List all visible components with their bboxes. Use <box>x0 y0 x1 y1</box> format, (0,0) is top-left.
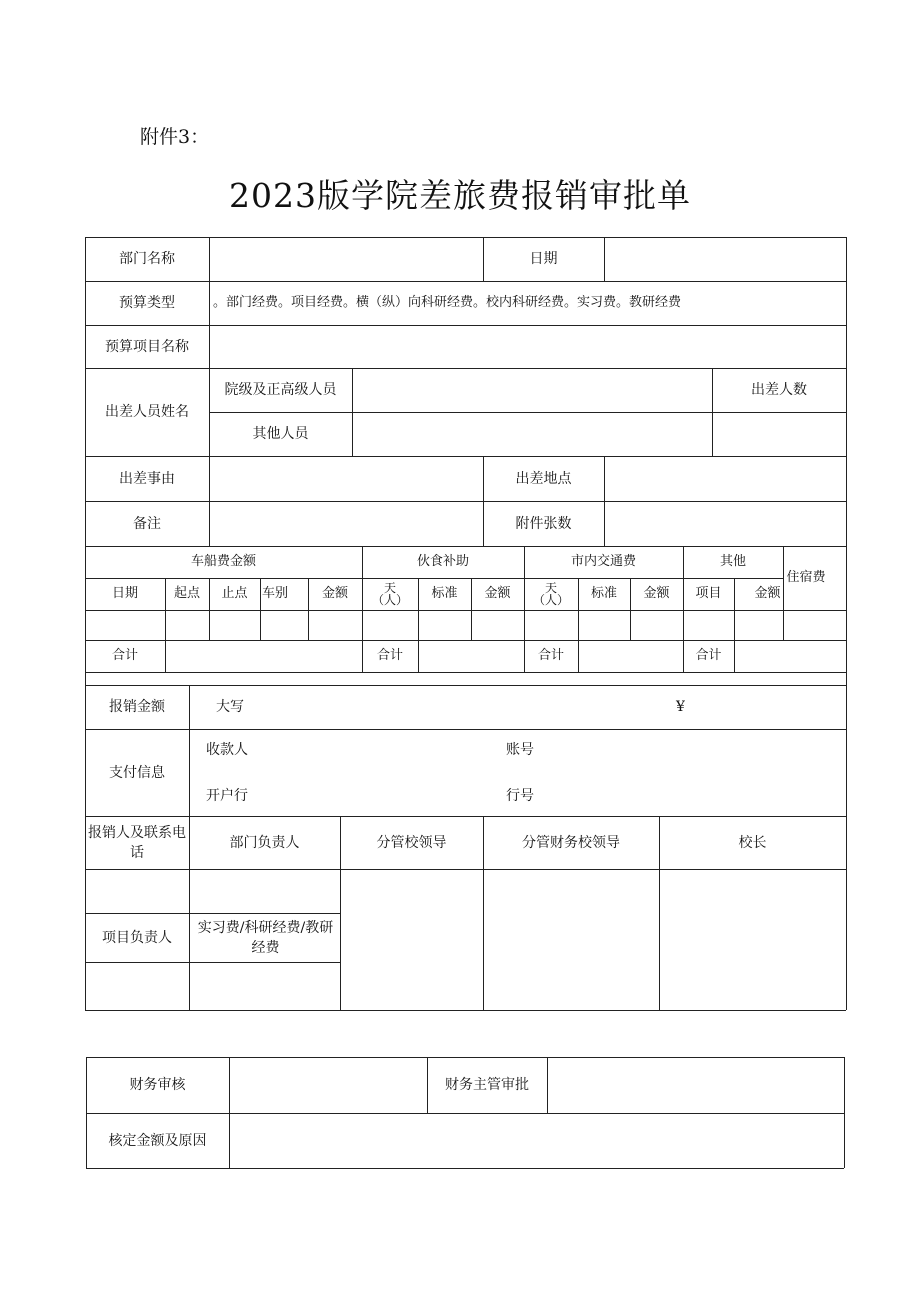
col-date: 日期 <box>111 586 138 601</box>
remark-label: 备注 <box>133 515 161 532</box>
dept-head-label: 部门负责人 <box>229 834 300 851</box>
vp-in-charge-label: 分管校领导 <box>376 834 447 851</box>
finance-vp-sign-field[interactable] <box>484 870 658 1009</box>
date-label: 日期 <box>529 251 558 267</box>
col-transport-days: 天（人） <box>532 581 569 607</box>
date-field[interactable] <box>605 238 845 280</box>
traveler-name-label: 出差人员姓名 <box>105 404 189 420</box>
other-staff-label: 其他人员 <box>252 426 309 442</box>
payment-info-label: 支付信息 <box>109 764 165 781</box>
vp-in-charge-sign-field[interactable] <box>341 870 482 1009</box>
bank-code-label: 行号 <box>506 788 534 804</box>
approved-amount-field[interactable] <box>230 1114 843 1167</box>
trip-location-field[interactable] <box>605 457 845 500</box>
president-sign-field[interactable] <box>660 870 845 1009</box>
dept-head-sign-field[interactable] <box>190 870 339 912</box>
dept-name-field[interactable] <box>210 238 482 280</box>
president-label: 校长 <box>738 834 767 851</box>
project-lead-sign-field[interactable] <box>86 963 188 1009</box>
col-transport-amount: 金额 <box>643 586 670 601</box>
col-other-item: 项目 <box>695 586 722 601</box>
capital-amount-label: 大写 <box>216 699 244 715</box>
col-end: 止点 <box>221 586 248 601</box>
budget-project-label: 预算项目名称 <box>105 338 189 355</box>
budget-project-field[interactable] <box>210 326 845 367</box>
claimant-label: 报销人及联系电话 <box>88 824 186 861</box>
reimburse-amount-label: 报销金额 <box>109 699 165 715</box>
attachment-count-field[interactable] <box>605 502 845 545</box>
col-meal-days: 天（人） <box>371 581 408 607</box>
attachment-count-label: 附件张数 <box>515 515 572 532</box>
local-transport-group-header: 市内交通费 <box>570 554 636 569</box>
col-fare-amount: 金额 <box>321 586 348 601</box>
meal-total-label: 合计 <box>376 648 403 663</box>
practice-fund-label: 实习费/科研经费/教研经费 <box>197 919 334 956</box>
col-start: 起点 <box>173 586 200 601</box>
col-meal-amount: 金额 <box>484 586 511 601</box>
claimant-sign-field[interactable] <box>86 870 188 912</box>
yen-symbol: ¥ <box>676 699 685 715</box>
col-transport-standard: 标准 <box>590 586 617 601</box>
finance-vp-label: 分管财务校领导 <box>522 834 620 851</box>
other-group-header: 其他 <box>719 554 746 569</box>
payee-label: 收款人 <box>206 742 248 758</box>
other-total-label: 合计 <box>695 648 722 663</box>
budget-type-options[interactable]: 。部门经费。项目经费。横（纵）向科研经费。校内科研经费。实习费。教研经费 <box>213 295 682 310</box>
finance-audit-label: 财务审核 <box>129 1077 186 1093</box>
lodging-header: 住宿费 <box>786 570 826 585</box>
bank-label: 开户行 <box>206 788 248 804</box>
remark-field[interactable] <box>210 502 482 545</box>
approved-amount-label: 核定金额及原因 <box>108 1132 207 1149</box>
project-lead-label: 项目负责人 <box>102 929 172 946</box>
budget-type-label: 预算类型 <box>119 295 175 311</box>
trip-reason-field[interactable] <box>210 457 482 500</box>
other-staff-field[interactable] <box>353 413 711 455</box>
attachment-label: 附件3： <box>140 126 210 148</box>
col-vehicle: 车别 <box>261 586 288 601</box>
dept-name-label: 部门名称 <box>119 251 175 267</box>
finance-supervisor-label: 财务主管审批 <box>445 1077 529 1093</box>
traveler-count-label: 出差人数 <box>751 382 807 398</box>
account-label: 账号 <box>506 742 534 758</box>
practice-fund-sign-field[interactable] <box>190 963 339 1009</box>
page-title: 2023版学院差旅费报销审批单 <box>229 176 691 215</box>
transport-total-label: 合计 <box>537 648 564 663</box>
traveler-count-field[interactable] <box>713 413 845 455</box>
col-meal-standard: 标准 <box>431 586 458 601</box>
trip-reason-label: 出差事由 <box>119 470 175 487</box>
finance-supervisor-field[interactable] <box>548 1058 843 1112</box>
trip-location-label: 出差地点 <box>515 470 572 487</box>
col-other-amount: 金额 <box>754 586 781 601</box>
expense-data-row[interactable] <box>86 611 845 639</box>
meal-group-header: 伙食补助 <box>416 554 469 569</box>
senior-staff-label: 院级及正高级人员 <box>224 382 337 398</box>
fare-total-label: 合计 <box>111 648 138 663</box>
fare-group-header: 车船费金额 <box>190 554 256 569</box>
senior-staff-field[interactable] <box>353 369 711 411</box>
finance-audit-field[interactable] <box>230 1058 426 1112</box>
